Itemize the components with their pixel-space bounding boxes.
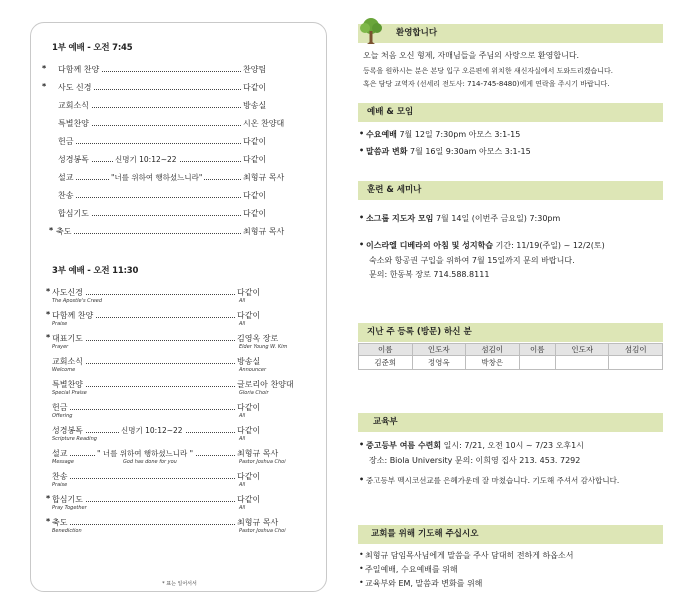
col-header-name: 이름 <box>359 344 413 356</box>
item-name-en: Scripture Reading <box>52 436 97 442</box>
item-name-en: The Apostle's Creed <box>52 298 103 304</box>
service3-title: 3부 예배 - 오전 11:30 <box>52 266 139 276</box>
item-name-en: Pray Together <box>52 505 87 511</box>
service3-row: * 다함께 찬양 다같이 Praise All <box>46 310 261 327</box>
item-leader: 다같이 <box>243 191 267 200</box>
item-leader: 다같이 <box>237 288 261 297</box>
training-contact: 문의: 한동복 장로 714.588.8111 <box>369 270 490 279</box>
item-leader: 김영옥 장로 <box>237 334 279 343</box>
service3-row: * 축도 최형규 목사 Benediction Pastor Joshua Choi <box>46 517 286 534</box>
item-leader-en: Elder Young W. Kim <box>239 344 288 350</box>
item-leader: 다같이 <box>237 403 261 412</box>
welcome-line-1: 오늘 처음 오신 형제, 자매님들을 주님의 사랑으로 환영합니다. <box>363 51 580 60</box>
meeting-name: 수요예배 <box>366 130 397 139</box>
item-name: 특별찬양 <box>58 119 89 128</box>
service1-row <box>31 172 328 186</box>
item-leader: 방송실 <box>243 101 267 110</box>
training-detail: 기간: 11/19(주일) ~ 12/2(토) <box>495 241 605 250</box>
bullet-icon: • <box>359 440 365 449</box>
bullet-icon: • <box>359 475 365 484</box>
item-name: 성경봉독 <box>52 426 83 435</box>
item-leader: 최형규 목사 <box>237 518 279 527</box>
training-item <box>366 240 605 251</box>
visitors-section-header: 지난 주 등록 (방문) 하신 분 <box>358 323 663 342</box>
service3-row: * 사도신경 다같이 The Apostle's Creed All <box>46 287 261 304</box>
sermon-title: "너를 위하여 행하셨느니라" <box>111 173 203 182</box>
item-name: 축도 <box>56 227 72 236</box>
prayer-item: 주일예배, 수요예배를 위해 <box>365 565 458 574</box>
service1-row: * 다함께 찬양 찬양팀 <box>42 64 267 74</box>
item-scripture: 신명기 10:12~22 <box>115 155 177 164</box>
item-name: 다함께 찬양 <box>58 65 100 74</box>
service3-row <box>31 425 328 446</box>
item-name-en: Message <box>52 459 74 465</box>
service1-title: 1부 예배 - 오전 7:45 <box>52 43 133 53</box>
service3-row <box>31 379 328 400</box>
service3-row <box>31 402 328 423</box>
item-name-en: Offering <box>52 413 73 419</box>
education-item-2: 중고등부 멕시코선교를 은혜가운데 잘 마쳤습니다. 기도해 주셔서 감사합니다. <box>366 476 620 485</box>
table-cell: 정영옥 <box>412 356 466 370</box>
col-header-helper: 섬김이 <box>466 344 520 356</box>
item-name-en: Praise <box>52 321 68 327</box>
service1-row: * 사도 신경 다같이 <box>42 82 267 92</box>
welcome-line-3: 혹은 담당 교역자 (선세리 전도사: 714-745-8480)에게 연락을 주시기 바랍니다. <box>363 80 610 88</box>
bullet-icon: • <box>359 129 365 138</box>
welcome-line-2: 등록을 원하시는 분은 본당 입구 오른편에 위치한 새신자실에서 도와드리겠습니다. <box>363 67 613 75</box>
education-item <box>366 440 584 451</box>
service3-row <box>31 448 328 469</box>
item-name-en: Prayer <box>52 344 69 350</box>
order-of-worship-panel <box>30 22 327 592</box>
item-leader-en: Announcer <box>239 367 267 373</box>
item-name-en: Special Praise <box>52 390 87 396</box>
item-leader: 찬양팀 <box>243 65 267 74</box>
item-leader: 시온 찬양대 <box>243 119 285 128</box>
standing-footnote: * 표는 일어서서 <box>162 581 197 587</box>
item-leader: 다같이 <box>243 209 267 218</box>
item-leader: 다같이 <box>243 155 267 164</box>
meetings-section-header: 예배 & 모임 <box>358 103 663 122</box>
bullet-icon: • <box>359 550 364 559</box>
table-header-row <box>359 344 663 356</box>
item-name-en: Welcome <box>52 367 76 373</box>
meeting-name: 말씀과 변화 <box>366 147 408 156</box>
item-leader-en: All <box>239 505 246 511</box>
bullet-icon: • <box>359 240 365 249</box>
table-cell: 박창은 <box>466 356 520 370</box>
bullet-icon: • <box>359 146 365 155</box>
item-name: 합심기도 <box>52 495 83 504</box>
bullet-icon: • <box>359 564 364 573</box>
tree-icon <box>358 17 384 45</box>
item-leader: 방송실 <box>237 357 261 366</box>
item-leader: 최형규 목사 <box>243 227 285 236</box>
service1-row <box>31 100 328 114</box>
item-name: 합심기도 <box>58 209 89 218</box>
service3-row <box>31 356 328 377</box>
service1-row <box>31 154 328 168</box>
sermon-title: " 너를 위하여 행하셨느니라 " <box>97 449 194 458</box>
table-cell <box>609 356 663 370</box>
education-name: 중고등부 여름 수련회 <box>366 441 442 450</box>
service3-row: * 합심기도 다같이 Pray Together All <box>46 494 261 511</box>
item-name: 교회소식 <box>52 357 83 366</box>
col-header-guide: 인도자 <box>412 344 466 356</box>
item-name: 다함께 찬양 <box>52 311 94 320</box>
item-name: 특별찬양 <box>52 380 83 389</box>
item-name: 사도신경 <box>52 288 83 297</box>
service1-row <box>31 208 328 222</box>
item-leader-en: All <box>239 298 246 304</box>
item-name: 찬송 <box>52 472 68 481</box>
service3-row <box>31 471 328 492</box>
item-name: 성경봉독 <box>58 155 89 164</box>
item-leader: 다같이 <box>237 311 261 320</box>
meeting-item <box>366 129 520 140</box>
item-scripture: 신명기 10:12~22 <box>121 426 183 435</box>
training-note: 숙소와 항공권 구입을 위하여 7월 15일까지 문의 바랍니다. <box>369 256 575 265</box>
bullet-icon: • <box>359 213 365 222</box>
service1-row <box>31 118 328 132</box>
prayer-section-header: 교회를 위해 기도해 주십시오 <box>358 525 663 544</box>
education-place: 장소: Biola University 문의: 이희영 집사 213. 453. 7292 <box>369 456 581 465</box>
training-name: 소그룹 지도자 모임 <box>366 214 434 223</box>
table-cell <box>555 356 609 370</box>
item-name: 사도 신경 <box>58 83 92 92</box>
table-cell: 김준희 <box>359 356 413 370</box>
item-name: 찬송 <box>58 191 74 200</box>
item-leader-en: All <box>239 436 246 442</box>
item-leader-en: All <box>239 413 246 419</box>
item-leader: 글로리아 찬양대 <box>237 380 294 389</box>
training-section-header: 훈련 & 세미나 <box>358 181 663 200</box>
prayer-item: 최형규 담임목사님에게 말씀을 주사 담대히 전하게 하옵소서 <box>365 551 574 560</box>
service1-row <box>31 136 328 150</box>
training-detail: 7월 14일 (이번주 금요일) 7:30pm <box>435 214 561 223</box>
education-section-header: 교육부 <box>358 413 663 432</box>
welcome-section-header: 환영합니다 <box>358 24 663 43</box>
table-row <box>359 356 663 370</box>
meeting-detail: 7월 16일 9:30am 아모스 3:1-15 <box>409 147 531 156</box>
item-leader: 다같이 <box>243 83 267 92</box>
item-leader: 다같이 <box>237 472 261 481</box>
training-item <box>366 213 560 224</box>
item-leader-en: Gloria Choir <box>239 390 269 396</box>
meeting-detail: 7월 12일 7:30pm 아모스 3:1-15 <box>399 130 521 139</box>
item-name-en: Benediction <box>52 528 82 534</box>
col-header-guide: 인도자 <box>555 344 609 356</box>
item-name: 헌금 <box>58 137 74 146</box>
training-name: 이스라엘 디베라의 아침 및 성지학습 <box>366 241 494 250</box>
item-leader-en: All <box>239 482 246 488</box>
service3-row: * 대표기도 김영옥 장로 Prayer Elder Young W. Kim <box>46 333 288 350</box>
sermon-title-en: God has done for you <box>123 459 177 465</box>
meeting-item <box>366 146 531 157</box>
visitors-table <box>358 343 663 370</box>
item-name-en: Praise <box>52 482 68 488</box>
item-name: 대표기도 <box>52 334 83 343</box>
service1-row <box>31 190 328 204</box>
col-header-helper: 섬김이 <box>609 344 663 356</box>
item-leader: 다같이 <box>243 137 267 146</box>
bullet-icon: • <box>359 578 364 587</box>
table-cell <box>519 356 555 370</box>
item-leader-en: Pastor Joshua Choi <box>239 528 286 534</box>
item-leader-en: All <box>239 321 246 327</box>
service1-row: * 축도 최형규 목사 <box>49 226 285 236</box>
item-name: 헌금 <box>52 403 68 412</box>
item-leader: 최형규 목사 <box>237 449 279 458</box>
education-detail: 일시: 7/21, 오전 10시 ~ 7/23 오후1시 <box>443 441 584 450</box>
item-name: 축도 <box>52 518 68 527</box>
item-name: 교회소식 <box>58 101 89 110</box>
prayer-item: 교육부와 EM, 말씀과 변화를 위해 <box>365 579 483 588</box>
col-header-name: 이름 <box>519 344 555 356</box>
item-leader: 다같이 <box>237 495 261 504</box>
item-name: 설교 <box>58 173 74 182</box>
item-leader: 최형규 목사 <box>243 173 285 182</box>
item-leader-en: Pastor Joshua Choi <box>239 459 286 465</box>
item-leader: 다같이 <box>237 426 261 435</box>
item-name: 설교 <box>52 449 68 458</box>
